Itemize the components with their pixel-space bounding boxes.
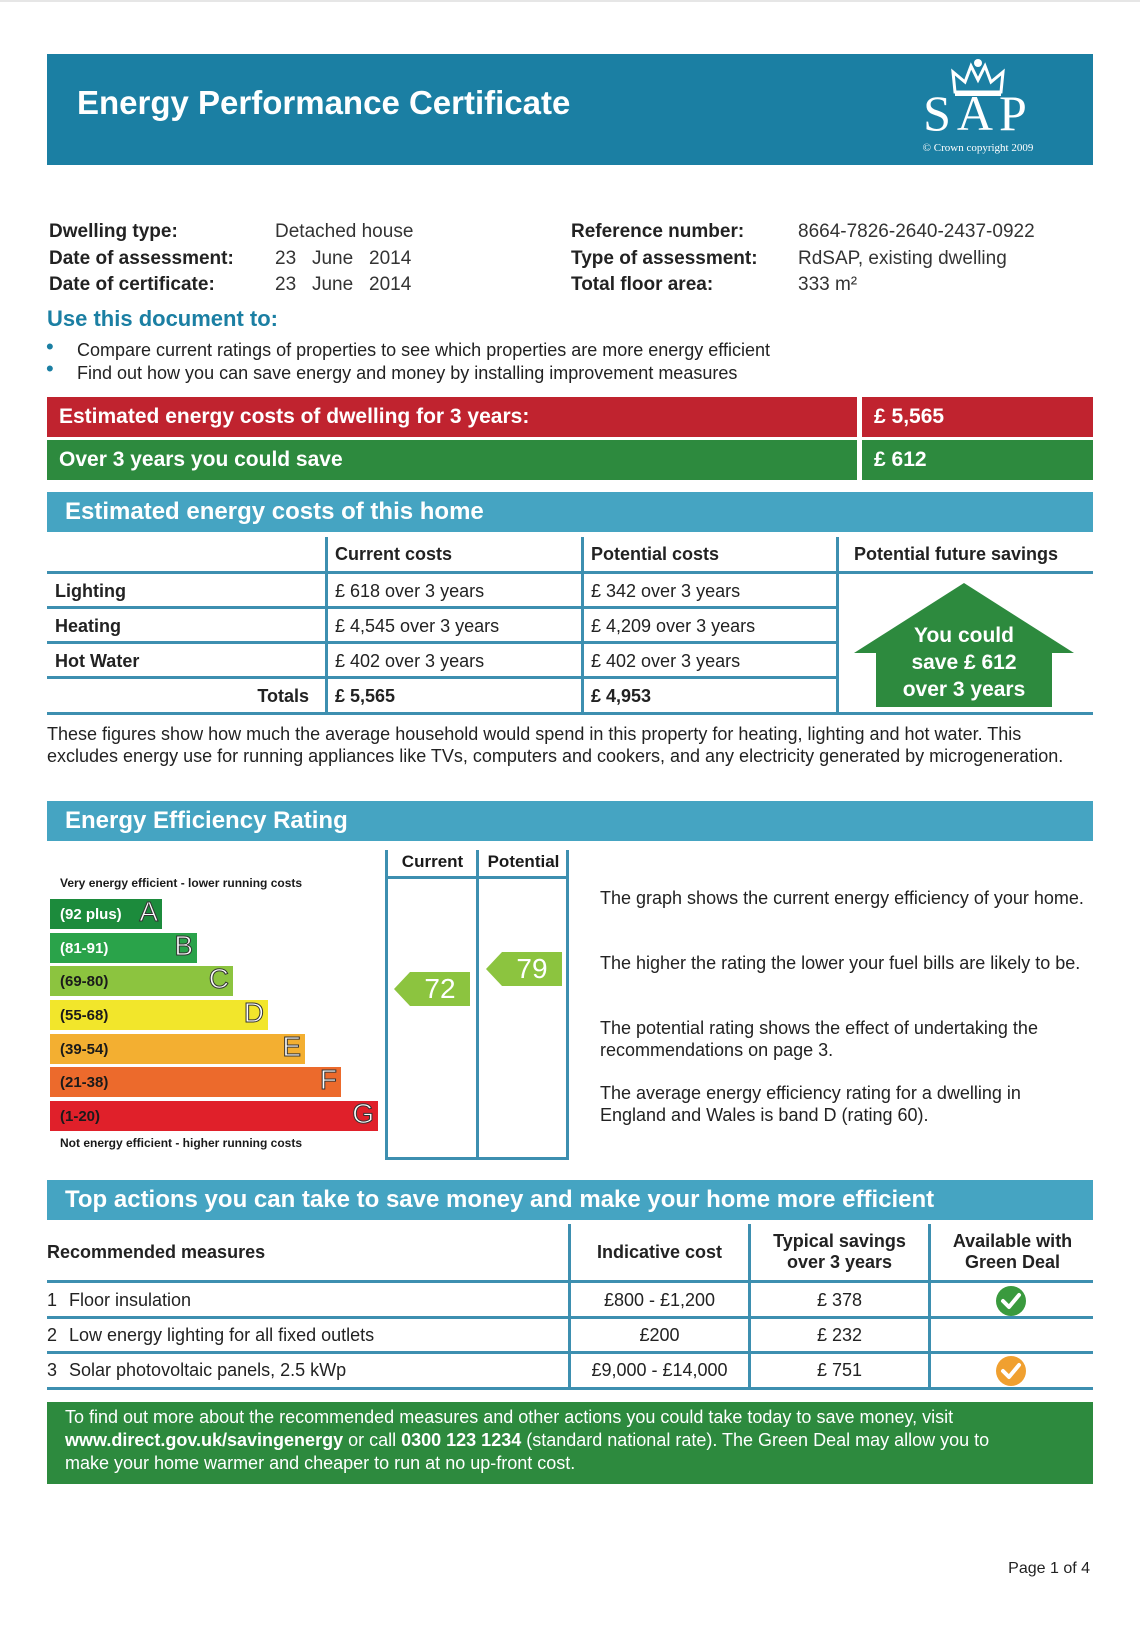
rating-para-3: The potential rating shows the effect of undertaking the recommendations on page 3.	[600, 1018, 1038, 1060]
header-banner	[47, 54, 1093, 165]
savings-line-2: save £ 612	[911, 651, 1017, 674]
band-d-range: (55-68)	[60, 1006, 109, 1024]
col-typical-savings-line2: over 3 years	[786, 1252, 893, 1272]
row-hot-water-label: Hot Water	[55, 650, 140, 671]
col-green-deal-line2: Green Deal	[964, 1252, 1061, 1272]
col-current-costs: Current costs	[335, 544, 453, 564]
top-border	[0, 0, 1140, 2]
band-d	[50, 997, 268, 1030]
measure-cost: £9,000 - £14,000	[591, 1359, 728, 1380]
row-hot-water-potential: £ 402 over 3 years	[591, 650, 741, 671]
band-a-letter: A	[139, 896, 158, 927]
bullet-dot-icon: •	[46, 356, 54, 381]
total-current: £ 5,565	[335, 685, 396, 706]
info-label-date-certificate: Date of certificate:	[49, 274, 215, 295]
sap-copyright: © Crown copyright 2009	[922, 142, 1034, 154]
rating-top-caption: Very energy efficient - lower running costs	[60, 876, 303, 890]
rating-col-current: Current	[401, 852, 464, 871]
footer-line-3: make your home warmer and cheaper to run at no up-front cost.	[65, 1453, 576, 1473]
info-label-date-assessment: Date of assessment:	[49, 248, 234, 269]
col-typical-savings	[752, 1224, 927, 1280]
row-lighting-potential: £ 342 over 3 years	[591, 580, 741, 601]
measure-name: Low energy lighting for all fixed outlets	[69, 1324, 375, 1345]
measure-cost: £800 - £1,200	[603, 1289, 716, 1310]
rating-section-heading: Energy Efficiency Rating	[47, 801, 1093, 841]
costs-section-heading: Estimated energy costs of this home	[47, 492, 1093, 532]
rating-para-4: The average energy efficiency rating for a dwelling in England and Wales is band D (rating 60).	[600, 1083, 1021, 1125]
band-b-letter: B	[174, 930, 193, 961]
savings-house-text	[876, 622, 1052, 703]
band-f-range: (21-38)	[60, 1073, 109, 1091]
band-g	[50, 1098, 378, 1131]
savingenergy-link[interactable]: www.direct.gov.uk/savingenergy	[65, 1430, 344, 1450]
info-label-reference: Reference number:	[571, 221, 745, 242]
table-row	[47, 1353, 567, 1387]
band-a	[50, 896, 162, 929]
col-indicative-cost: Indicative cost	[596, 1241, 723, 1262]
footer-line-1: To find out more about the recommended measures and other actions you could take today to save money, visit	[65, 1407, 954, 1427]
measure-savings: £ 378	[816, 1289, 863, 1310]
col-recommended-measures: Recommended measures	[47, 1241, 266, 1262]
costs-note: These figures show how much the average household would spend in this property for heating, lighting and hot water. This excludes energy use for running appliances like TVs, computers and cookers, and any electricity generated by microgeneration.	[47, 724, 1064, 766]
band-e-letter: E	[282, 1031, 301, 1062]
measure-name: Floor insulation	[69, 1289, 192, 1310]
footer-or-call: or call	[343, 1430, 402, 1450]
row-heating-potential: £ 4,209 over 3 years	[591, 615, 756, 636]
measure-num: 3	[47, 1359, 58, 1380]
estimated-costs-label: Estimated energy costs of dwelling for 3 years:	[47, 397, 857, 437]
potential-rating-value: 79	[516, 953, 548, 984]
col-green-deal	[932, 1224, 1093, 1280]
col-green-deal-line1: Available with	[952, 1231, 1073, 1251]
row-lighting-current: £ 618 over 3 years	[335, 580, 485, 601]
rating-para-2: The higher the rating the lower your fuel bills are likely to be.	[600, 953, 1081, 973]
info-label-floor-area: Total floor area:	[571, 274, 714, 295]
band-a-range: (92 plus)	[60, 905, 122, 923]
row-hot-water-current: £ 402 over 3 years	[335, 650, 485, 671]
footer-line-2-rest: (standard national rate). The Green Deal may allow you to	[521, 1430, 990, 1450]
orange-check-icon	[995, 1355, 1027, 1387]
info-value-reference: 8664-7826-2640-2437-0922	[798, 221, 1035, 242]
footer-line-2	[65, 1429, 1075, 1452]
use-bullet-save: Find out how you can save energy and money by installing improvement measures	[77, 363, 738, 383]
band-c-range: (69-80)	[60, 972, 109, 990]
page-title: Energy Performance Certificate	[77, 84, 571, 121]
band-d-letter: D	[243, 997, 264, 1028]
measure-num: 1	[47, 1289, 58, 1310]
rating-bottom-caption: Not energy efficient - higher running costs	[60, 1136, 303, 1150]
info-label-assessment-type: Type of assessment:	[571, 248, 758, 269]
measure-num: 2	[47, 1324, 58, 1345]
row-lighting-label: Lighting	[55, 580, 126, 601]
col-typical-savings-line1: Typical savings	[773, 1231, 906, 1251]
band-g-letter: G	[352, 1098, 374, 1129]
band-e	[50, 1031, 305, 1064]
measure-savings: £ 751	[816, 1359, 863, 1380]
table-row	[47, 1318, 567, 1352]
table-row	[47, 1283, 567, 1317]
info-value-assessment-type: RdSAP, existing dwelling	[798, 248, 1007, 269]
current-rating-value: 72	[424, 973, 456, 1004]
col-future-savings: Potential future savings	[854, 544, 1059, 564]
actions-section-heading: Top actions you can take to save money and make your home more efficient	[47, 1180, 1093, 1220]
totals-label: Totals	[257, 685, 309, 706]
measure-name: Solar photovoltaic panels, 2.5 kWp	[69, 1359, 347, 1380]
info-label-dwelling-type: Dwelling type:	[49, 221, 178, 242]
use-document-title: Use this document to:	[47, 306, 279, 331]
band-g-range: (1-20)	[60, 1107, 101, 1125]
savings-line-1: You could	[914, 624, 1014, 647]
measure-savings: £ 232	[816, 1324, 863, 1345]
total-potential: £ 4,953	[591, 685, 652, 706]
band-b	[50, 930, 197, 963]
row-heating-current: £ 4,545 over 3 years	[335, 615, 500, 636]
use-bullet-compare: Compare current ratings of properties to see which properties are more energy efficient	[77, 340, 771, 360]
more-info-box	[47, 1402, 1093, 1484]
could-save-value: £ 612	[862, 440, 1093, 480]
band-f	[50, 1064, 341, 1097]
phone-number: 0300 123 1234	[401, 1430, 522, 1450]
bullet-dot-icon: •	[46, 334, 54, 359]
sap-logo	[893, 58, 1063, 158]
info-value-floor-area: 333 m²	[798, 274, 858, 295]
info-value-dwelling-type: Detached house	[275, 221, 414, 242]
row-heating-label: Heating	[55, 615, 122, 636]
rating-para-1: The graph shows the current energy efficiency of your home.	[600, 888, 1084, 908]
green-check-icon	[995, 1285, 1027, 1317]
band-e-range: (39-54)	[60, 1040, 109, 1058]
could-save-label: Over 3 years you could save	[47, 440, 857, 480]
estimated-costs-value: £ 5,565	[862, 397, 1093, 437]
savings-line-3: over 3 years	[902, 678, 1026, 701]
info-value-date-assessment: 23 June 2014	[275, 248, 412, 269]
measure-cost: £200	[639, 1324, 680, 1345]
sap-letters: SAP	[923, 85, 1033, 141]
col-potential-costs: Potential costs	[591, 544, 720, 564]
page-number: Page 1 of 4	[1008, 1560, 1090, 1577]
band-c-letter: C	[208, 963, 229, 994]
info-value-date-certificate: 23 June 2014	[275, 274, 412, 295]
rating-col-potential: Potential	[487, 852, 560, 871]
band-c	[50, 963, 233, 996]
band-b-range: (81-91)	[60, 939, 109, 957]
band-f-letter: F	[319, 1064, 337, 1095]
